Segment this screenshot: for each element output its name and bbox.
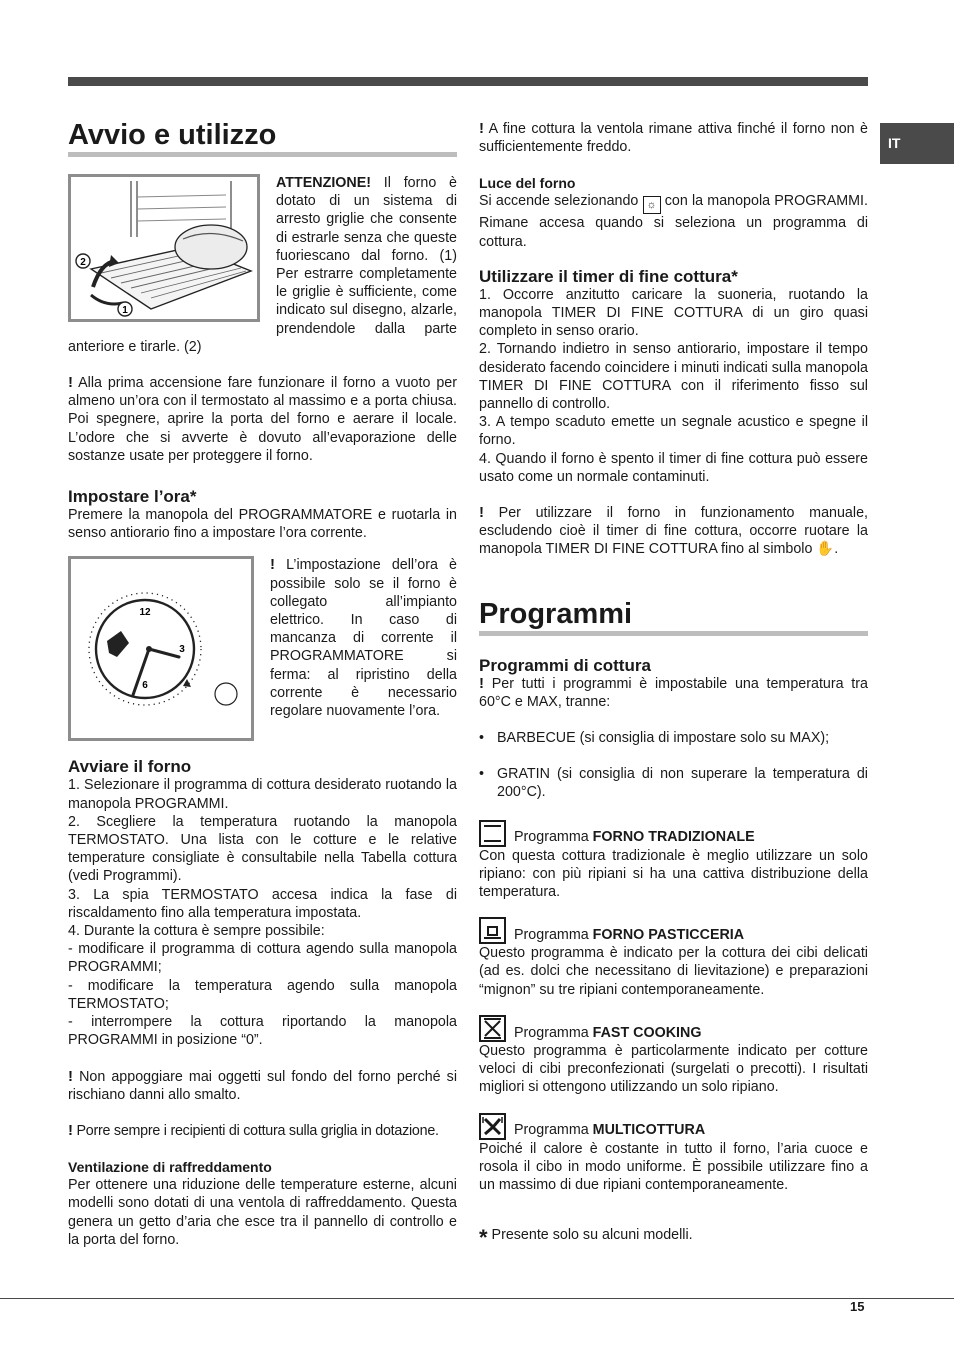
program-name: FAST COOKING — [592, 1024, 702, 1041]
pastry-oven-icon — [479, 917, 506, 944]
footnote — [479, 1225, 868, 1251]
footnote-text: Presente solo su alcuni modelli. — [487, 1227, 693, 1244]
fig-label-2: 2 — [80, 257, 86, 268]
clock-3: 3 — [179, 644, 185, 656]
warning-mark: ! — [479, 504, 484, 522]
set-time-text: Premere la manopola del PROGRAMMATORE e ruotarla in senso antiorario fino a impostare l’ora corrente. — [68, 507, 457, 542]
attention-text: Il forno è dotato di un sistema di arresto griglie che consente di estrarle senza che queste fuoriescano dal forno. (1) Per estrarre completamente le griglie è sufficiente, come indicato sul disegno, alzarle, prendendole dalla parte anteriore e tirarle. (2) — [68, 175, 457, 355]
first-use-note — [68, 374, 457, 465]
multicooking-icon — [479, 1113, 506, 1140]
multicooking-glyph — [481, 1115, 504, 1138]
warning-grill-text: Porre sempre i recipienti di cottura sulla griglia in dotazione. — [76, 1122, 439, 1139]
manual-mode-note: ! Per utilizzare il forno in funzionamento manuale, escludendo cioè il timer di fine cottura, occorre ruotare la manopola TIMER DI FINE COTTURA fino al simbolo ✋. — [479, 504, 868, 558]
heading-start-oven: Avviare il forno — [68, 757, 192, 777]
program-word: Programma — [514, 927, 593, 944]
program-description: Con questa cottura tradizionale è meglio utilizzare un solo ripiano: con più ripiani si ha una cattiva distribuzione della temperatura. — [479, 847, 868, 901]
program-label — [514, 926, 744, 944]
program-name: FORNO TRADIZIONALE — [592, 829, 755, 846]
program-description: Questo programma è particolarmente indicato per cotture veloci di cibi preconfezionati (surgelati o precotti). I risultati migliori si ottengono utilizzando un solo ripiano. — [479, 1042, 868, 1096]
page-number: 15 — [850, 1299, 865, 1314]
program-multicottura — [479, 1113, 868, 1140]
fast-cooking-icon — [479, 1015, 506, 1042]
rack-figure — [68, 174, 260, 322]
exception-list — [479, 729, 868, 802]
fan-end-note — [479, 120, 868, 156]
oven-light-text-a: Si accende selezionando — [479, 193, 643, 210]
warning-mark: ! — [270, 556, 275, 574]
start-step-1: 1. Selezionare il programma di cottura desiderato ruotando la manopola PROGRAMMI. — [68, 777, 457, 812]
clock-12: 12 — [139, 607, 151, 619]
start-option-temperature: - modificare la temperatura agendo sulla manopola TERMOSTATO; — [68, 977, 457, 1012]
left-column — [68, 118, 457, 1249]
section-title-avvio: Avvio e utilizzo — [68, 118, 457, 157]
program-fast-cooking — [479, 1015, 868, 1042]
first-use-text: Alla prima accensione fare funzionare il forno a vuoto per almeno un’ora con il termostato al massimo e a porta chiusa. Poi spegnere, aprire la porta del forno e aerare il locale. L’odore che si avverte è dovuto all’evaporazione delle sostanze usate per proteggere il forno. — [68, 375, 457, 464]
program-description: Poiché il calore è costante in tutto il forno, l’aria cuoce e rosola il cibo in modo uniforme. È possibile utilizzare fino a un massimo di due ripiani contemporaneamente. — [479, 1140, 868, 1193]
heading-cooling-fan: Ventilazione di raffreddamento — [68, 1159, 272, 1176]
timer-step-3: 3. A tempo scaduto emette un segnale acustico e spegne il forno. — [479, 414, 868, 449]
attention-label: ATTENZIONE! — [276, 175, 372, 191]
timer-step-1: 1. Occorre anzitutto caricare la suoneria, ruotando la manopola TIMER DI FINE COTTURA di un giro quasi completo in senso orario. — [479, 286, 868, 340]
programmer-clock-illustration — [71, 559, 251, 738]
fan-end-text: A fine cottura la ventola rimane attiva finché il forno non è sufficientemente freddo. — [479, 121, 868, 156]
list-item: • GRATIN (si consiglia di non superare la temperatura di 200°C). — [479, 765, 868, 801]
clock-figure — [68, 556, 254, 741]
program-description: Questo programma è indicato per la cottura dei cibi delicati (ad es. dolci che necessitano di lievitazione) e preparazioni “mignon” su tre ripiani contemporaneamente. — [479, 945, 868, 998]
heading-set-time: Impostare l’ora* — [68, 487, 197, 507]
right-column — [479, 120, 868, 1251]
hand-icon: ✋ — [816, 541, 835, 558]
heading-cooking-programs: Programmi di cottura — [479, 655, 651, 675]
start-step-3: 3. La spia TERMOSTATO accesa indica la fase di riscaldamento fino alla temperatura impostata. — [68, 886, 457, 921]
top-rule — [68, 77, 868, 86]
clock-block — [68, 556, 457, 745]
oven-light-text — [479, 192, 868, 250]
start-option-program: - modificare il programma di cottura agendo sulla manopola PROGRAMMI; — [68, 941, 457, 976]
warning-mark: ! — [68, 374, 73, 392]
language-code: IT — [888, 135, 901, 151]
attention-block — [68, 174, 457, 356]
program-word: Programma — [514, 1122, 593, 1139]
fig-label-1: 1 — [122, 305, 128, 316]
oven-light-text-b: con la manopola PROGRAMMI. Rimane accesa quando si seleziona un programma di cottura. — [479, 193, 868, 250]
program-forno-tradizionale — [479, 820, 868, 847]
program-word: Programma — [514, 829, 593, 846]
cooking-programs-note — [479, 675, 868, 711]
warning-mark: ! — [68, 1067, 73, 1085]
start-step-2: 2. Scegliere la temperatura ruotando la manopola TERMOSTATO. Una lista con le cotture e le relative temperature consigliate è consultabile nella Tabella cottura (vedi Programmi). — [68, 813, 457, 885]
footnote-star: * — [479, 1225, 488, 1251]
cooking-programs-text: Per tutti i programmi è impostabile una temperatura tra 60°C e MAX, tranne: — [479, 675, 868, 710]
language-tab — [880, 123, 954, 164]
program-name: MULTICOTTURA — [592, 1122, 706, 1139]
start-step-4: 4. Durante la cottura è sempre possibile: — [68, 923, 325, 940]
warning-enamel-text: Non appoggiare mai oggetti sul fondo del forno perché si rischiano danni allo smalto. — [68, 1068, 457, 1103]
list-item: • BARBECUE (si consiglia di impostare solo su MAX); — [479, 729, 868, 747]
start-option-stop: - interrompere la cottura riportando la manopola PROGRAMMI in posizione “0”. — [68, 1014, 457, 1049]
section-title-programmi: Programmi — [479, 597, 868, 636]
warning-mark: ! — [68, 1121, 73, 1139]
cooling-fan-text: Per ottenere una riduzione delle temperature esterne, alcuni modelli sono dotati di una ventola di raffreddamento. Questa genera un getto d’aria che esce tra il pannello di controllo e la porta del forno. — [68, 1177, 457, 1248]
heading-end-timer: Utilizzare il timer di fine cottura* — [479, 266, 738, 286]
footer-rule — [0, 1298, 954, 1299]
program-label — [514, 1121, 705, 1139]
warning-enamel — [68, 1068, 457, 1104]
oven-rack-illustration — [71, 177, 257, 319]
traditional-oven-icon — [479, 820, 506, 847]
program-word: Programma — [514, 1024, 593, 1041]
heading-oven-light: Luce del forno — [479, 175, 576, 192]
timer-step-4: 4. Quando il forno è spento il timer di fine cottura può essere usato come un normale contaminuti. — [479, 450, 868, 485]
clock-note-text: L’impostazione dell’ora è possibile solo se il forno è collegato all’impianto elettrico. In caso di mancanza di corrente il PROGRAMMATORE si ferma: al ripristino della corrente è necessario regolare nuovamente l’ora. — [270, 557, 457, 720]
warning-mark: ! — [479, 120, 484, 137]
program-forno-pasticceria — [479, 917, 868, 944]
program-label — [514, 828, 755, 846]
fast-cooking-glyph — [481, 1017, 504, 1040]
warning-grill — [68, 1122, 457, 1140]
program-name: FORNO PASTICCERIA — [592, 927, 745, 944]
program-label — [514, 1024, 701, 1042]
lamp-icon: ☼ — [643, 196, 661, 214]
clock-6: 6 — [142, 680, 148, 692]
warning-mark: ! — [479, 674, 484, 692]
manual-mode-text: Per utilizzare il forno in funzionamento manuale, escludendo cioè il timer di fine cottura, occorre ruotare la manopola TIMER DI FINE COTTURA fino al simbolo — [479, 505, 868, 558]
timer-step-2: 2. Tornando indietro in senso antiorario, impostare il tempo desiderato facendo coincidere i minuti indicati sulla manopola TIMER DI FINE COTTURA con il riferimento fisso sul pannello di controllo. — [479, 341, 868, 413]
